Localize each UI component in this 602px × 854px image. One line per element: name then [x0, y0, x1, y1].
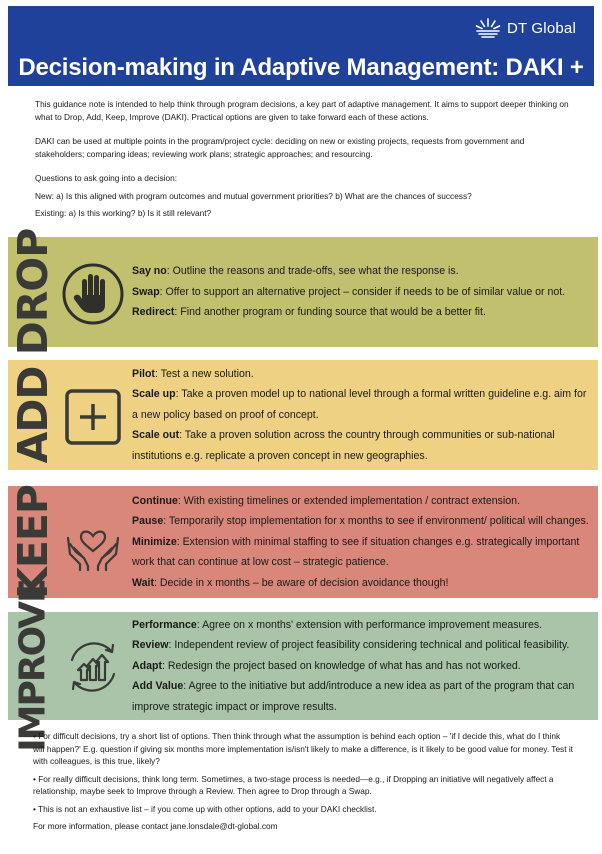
- intro-paragraph: This guidance note is intended to help think through program decisions, a key part of adaptive management. It aims to support deeper thinking on what to Drop, Add, Keep, Improve (DAKI). Practical options are given to take forward each of these actions.: [35, 99, 569, 122]
- improve-options: [132, 612, 592, 720]
- plus-square-icon: [60, 384, 126, 450]
- option-item: Pause: Temporarily stop implementation for x months to see if environment/ political will changes.: [132, 515, 589, 528]
- section-label: ADD: [9, 366, 57, 464]
- dt-global-logo-icon: [475, 18, 501, 38]
- footer-bullet: • For difficult decisions, try a short list of options. Then think through what the assumption is behind each option – 'if I decide this, what do I think will happen?' E.g. question if giving six months more implementation is/isn't likely to make a difference, is it likely to be good value for money. Test it with colleagues, is this true, likely?: [33, 731, 573, 766]
- contact-line: For more information, please contact jane.lonsdale@dt-global.com: [33, 821, 278, 831]
- option-item: Wait: Decide in x months – be aware of decision avoidance though!: [132, 576, 449, 589]
- option-item: Say no: Outline the reasons and trade-offs, see what the response is.: [132, 265, 459, 278]
- hand-stop-icon: [60, 261, 126, 327]
- option-item: Add Value: Agree to the initiative but add/introduce a new idea as part of the program that can improve strategic impact or improve results.: [132, 680, 575, 713]
- header-banner: [8, 6, 594, 86]
- option-item: Swap: Offer to support an alternative project – consider if needs to be of similar value or not.: [132, 285, 566, 298]
- keep-options: [132, 486, 592, 598]
- section-label: DROP: [9, 228, 57, 356]
- add-section: [8, 360, 598, 470]
- section-label: IMPROVE: [12, 580, 54, 752]
- option-item: Minimize: Extension with minimal staffing to see if situation changes e.g. strategically important work that can continue at low cost – strategic patience.: [132, 535, 580, 569]
- intro-paragraph: DAKI can be used at multiple points in the program/project cycle: deciding on new or existing projects, requests from government and stakeholders; comparing ideas; reviewing work plans; strategic approaches; and resourcing.: [35, 136, 525, 159]
- add-options: [132, 360, 592, 470]
- option-item: Pilot: Test a new solution.: [132, 367, 254, 380]
- option-item: Scale up: Take a proven model up to national level through a formal written guideline e.g. aim for a new policy based on proof of concept.: [132, 388, 587, 421]
- brand-logo: [475, 18, 576, 38]
- intro-text: [35, 98, 575, 220]
- drop-options: [132, 237, 592, 347]
- keep-section: [8, 486, 598, 598]
- option-item: Performance: Agree on x months' extension with performance improvement measures.: [132, 618, 543, 631]
- footer-bullet: • This is not an exhaustive list – if you come up with other options, add to your DAKI checklist.: [33, 803, 377, 814]
- footer-bullet: • For really difficult decisions, think long term. Sometimes, a two-stage process is needed—e.g., if Dropping an initiative will negatively affect a relationship, maybe seek to Improve through a Review. Then agree to Drop through a Swap.: [33, 773, 554, 796]
- option-item: Redirect: Find another program or funding source that would be a better fit.: [132, 306, 486, 319]
- intro-question-existing: Existing: a) Is this working? b) Is it still relevant?: [35, 208, 212, 218]
- brand-name: DT Global: [506, 19, 576, 37]
- drop-section: [8, 228, 598, 356]
- option-item: Adapt: Redesign the project based on knowledge of what has and has not worked.: [132, 659, 521, 672]
- option-item: Scale out: Take a proven solution across the country through communities or sub-national institutions e.g. replicate a proven concept in new geographies.: [132, 429, 555, 462]
- growth-cycle-icon: [60, 634, 126, 700]
- option-item: Review: Independent review of project feasibility considering technical and political feasibility.: [132, 639, 570, 652]
- footer-notes: [33, 730, 573, 833]
- hands-heart-icon: [60, 510, 126, 576]
- option-item: Continue: With existing timelines or extended implementation / contract extension.: [132, 494, 521, 507]
- page-title: Decision-making in Adaptive Management: DAKI +: [18, 54, 584, 81]
- intro-question-new: New: a) Is this aligned with program outcomes and mutual government priorities? b) What are the chances of success?: [35, 190, 472, 201]
- section-label: KEEP: [9, 485, 57, 599]
- intro-questions-heading: Questions to ask going into a decision:: [35, 173, 178, 183]
